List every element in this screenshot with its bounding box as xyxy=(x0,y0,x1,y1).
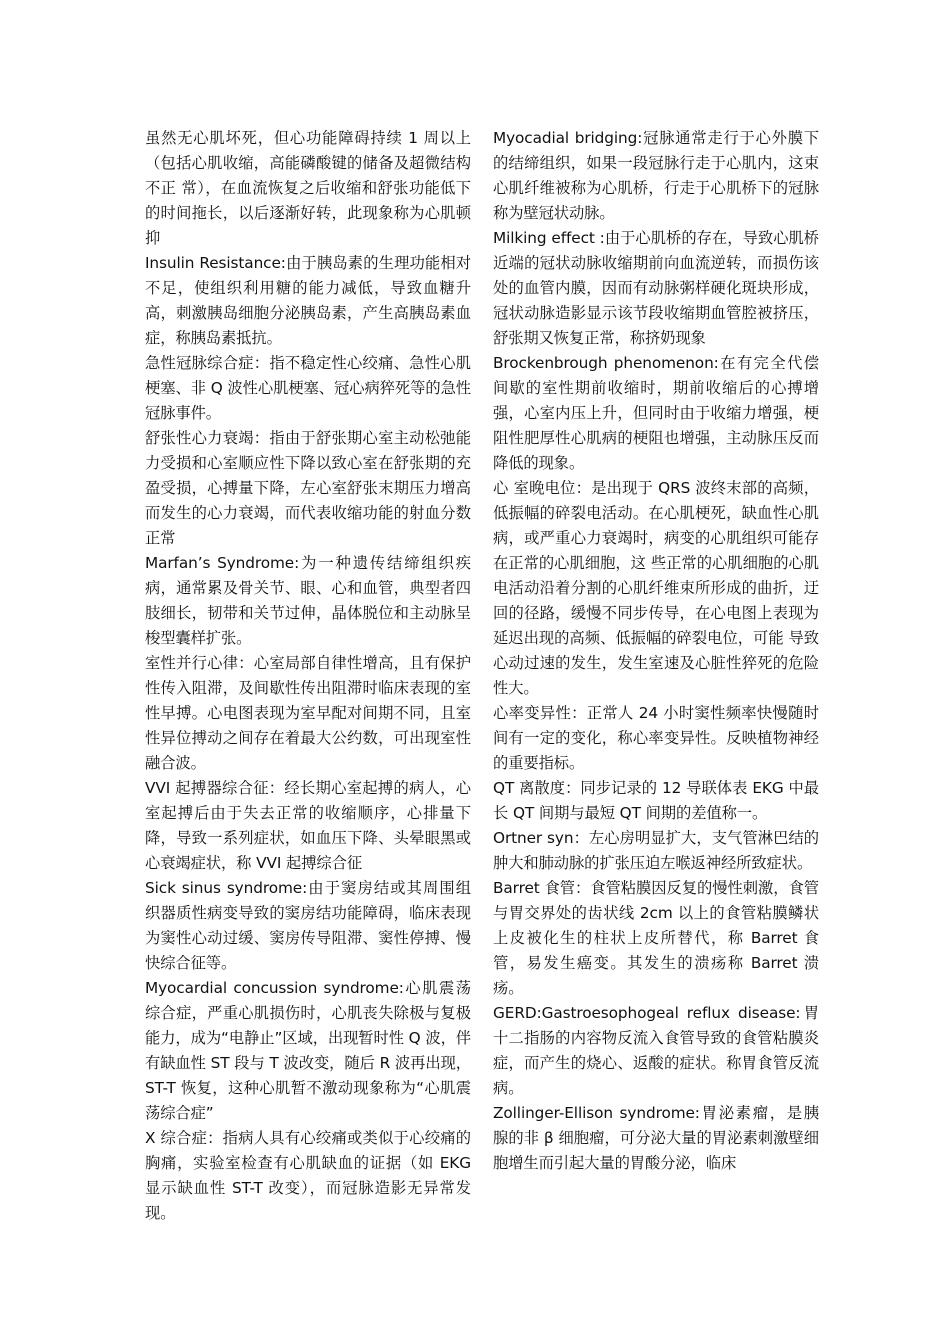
paragraph-diastolic-heart-failure: 舒张性心力衰竭：指由于舒张期心室主动松弛能力受损和心室顺应性下降以致心室在舒张期的充盈受损，心搏量下降，左心室舒张末期压力增高而发生的心力衰竭，而代表收缩功能的射血分数正常 xyxy=(145,429,471,547)
paragraph-myocardial-bridging: Myocadial bridging:冠脉通常走行于心外膜下的结缔组织，如果一段冠脉行走于心肌内，这束心肌纤维被称为心肌桥，行走于心肌桥下的冠脉称为壁冠状动脉。 xyxy=(493,129,819,222)
paragraph-late-potentials: 心 室晚电位：是出现于 QRS 波终末部的高频，低振幅的碎裂电活动。在心肌梗死，缺血性心肌病，或严重心力衰竭时，病变的心肌组织可能存在正常的心肌细胞，这 些正常的心肌细胞的心肌电活动沿着分割的心肌纤维束所形成的曲折，迂回的径路，缓慢不同步传导，在心电图上表现为延迟出现的高频、低振幅的碎裂电位，可能 导致心动过速的发生，发生室速及心脏性猝死的危险性大。 xyxy=(493,479,819,697)
paragraph-myocardial-concussion: Myocardial concussion syndrome:心肌震荡综合症，严重心肌损伤时，心肌丧失除极与复极能力，成为“电静止”区域，出现暂时性 Q 波，伴有缺血性 ST 段与 T 波改变，随后 R 波再出现，ST-T 恢复，这种心肌暂不激动现象称为“心肌震荡综合症” xyxy=(145,979,471,1122)
paragraph-heart-rate-variability: 心率变异性：正常人 24 小时窦性频率快慢随时间有一定的变化，称心率变异性。反映植物神经的重要指标。 xyxy=(493,704,819,772)
paragraph-ventricular-parasystole: 室性并行心律：心室局部自律性增高，且有保护性传入阻滞，及间歇性传出阻滞时临床表现的室性早搏。心电图表现为室早配对间期不同，且室性异位搏动之间存在着最大公约数，可出现室性融合波。 xyxy=(145,654,471,772)
paragraph-marfan-syndrome: Marfan’s Syndrome:为一种遗传结缔组织疾病，通常累及骨关节、眼、心和血管，典型者四肢细长，韧带和关节过伸，晶体脱位和主动脉呈梭型囊样扩张。 xyxy=(145,554,471,647)
paragraph-gerd: GERD:Gastroesophogeal reflux disease:胃十二指肠的内容物反流入食管导致的食管粘膜炎症，而产生的烧心、返酸的症状。称胃食管反流病。 xyxy=(493,1004,819,1097)
paragraph-syndrome-x: X 综合症：指病人具有心绞痛或类似于心绞痛的胸痛，实验室检查有心肌缺血的证据（如 EKG 显示缺血性 ST-T 改变），而冠脉造影无异常发现。 xyxy=(145,1129,471,1222)
paragraph-qt-dispersion: QT 离散度：同步记录的 12 导联体表 EKG 中最长 QT 间期与最短 QT 间期的差值称一。 xyxy=(493,779,819,822)
left-column xyxy=(145,126,471,1226)
paragraph-ortner-syndrome: Ortner syn：左心房明显扩大，支气管淋巴结的肿大和肺动脉的扩张压迫左喉返神经所致症状。 xyxy=(493,829,819,872)
paragraph-insulin-resistance: Insulin Resistance:由于胰岛素的生理功能相对不足，使组织利用糖的能力减低，导致血糖升高，刺激胰岛细胞分泌胰岛素，产生高胰岛素血症，称胰岛素抵抗。 xyxy=(145,254,471,347)
paragraph-zollinger-ellison: Zollinger-Ellison syndrome:胃泌素瘤，是胰腺的非 β 细胞瘤，可分泌大量的胃泌素刺激壁细胞增生而引起大量的胃酸分泌，临床 xyxy=(493,1104,819,1172)
paragraph-barrett-esophagus: Barret 食管：食管粘膜因反复的慢性刺激，食管与胃交界处的齿状线 2cm 以上的食管粘膜鳞状上皮被化生的柱状上皮所替代，称 Barret 食管，易发生癌变。其发生的溃疡称 Barret 溃疡。 xyxy=(493,879,819,997)
paragraph-myocardial-stunning: 虽然无心肌坏死，但心功能障碍持续 1 周以上（包括心肌收缩，高能磷酸键的储备及超微结构不正 常），在血流恢复之后收缩和舒张功能低下的时间拖长，以后逐渐好转，此现象称为心肌顿抑 xyxy=(145,129,471,247)
paragraph-brockenbrough: Brockenbrough phenomenon:在有完全代偿间歇的室性期前收缩时，期前收缩后的心搏增强，心室内压上升，但同时由于收缩力增强，梗阻性肥厚性心肌病的梗阻也增强，主动脉压反而降低的现象。 xyxy=(493,354,819,472)
right-column xyxy=(493,126,819,1176)
paragraph-milking-effect: Milking effect :由于心肌桥的存在，导致心肌桥近端的冠状动脉收缩期前向血流逆转，而损伤该处的血管内膜，因而有动脉粥样硬化斑块形成，冠状动脉造影显示该节段收缩期血管腔被挤压，舒张期又恢复正常，称挤奶现象 xyxy=(493,229,819,347)
paragraph-vvi-pacemaker-syndrome: VVI 起搏器综合征：经长期心室起搏的病人，心室起搏后由于失去正常的收缩顺序，心排量下降，导致一系列症状，如血压下降、头晕眼黑或心衰竭症状，称 VVI 起搏综合征 xyxy=(145,779,471,872)
paragraph-acute-coronary-syndrome: 急性冠脉综合症：指不稳定性心绞痛、急性心肌梗塞、非 Q 波性心肌梗塞、冠心病猝死等的急性冠脉事件。 xyxy=(145,354,471,422)
paragraph-sick-sinus-syndrome: Sick sinus syndrome:由于窦房结或其周围组织器质性病变导致的窦房结功能障碍，临床表现为窦性心动过缓、窦房传导阻滞、窦性停搏、慢快综合征等。 xyxy=(145,879,471,972)
